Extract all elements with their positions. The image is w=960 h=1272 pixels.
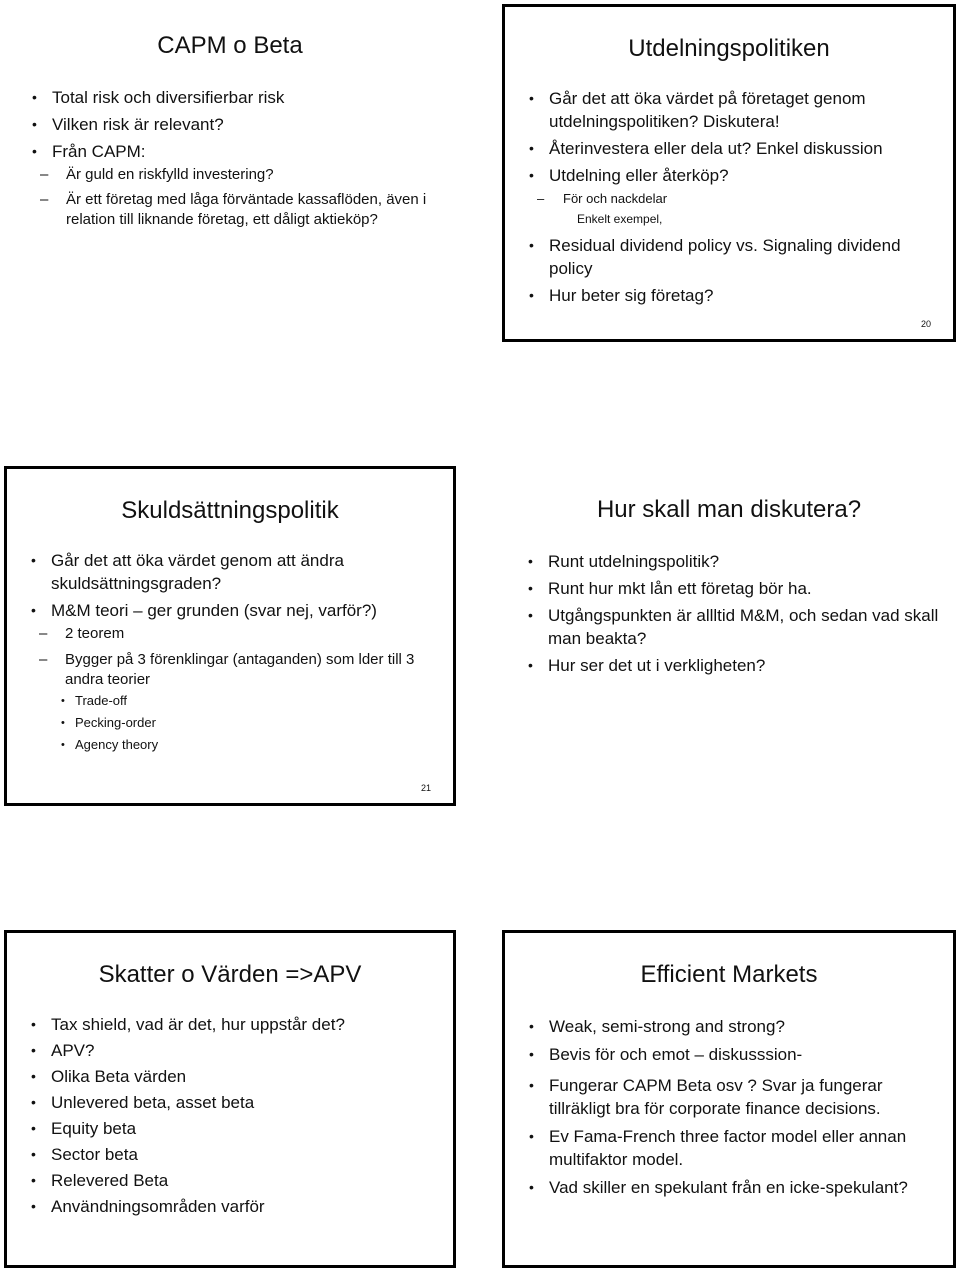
- bullet: • Hur beter sig företag?: [525, 284, 939, 307]
- bullet: • Ev Fama-French three factor model eller annan multifaktor model.: [525, 1125, 939, 1171]
- bullet: • APV?: [27, 1039, 439, 1062]
- slide-utdelningspolitiken: [502, 4, 956, 342]
- bullet: • Weak, semi-strong and strong?: [525, 1015, 939, 1038]
- sub-sub-text: Enkelt exempel,: [577, 212, 663, 226]
- slide-title: Hur skall man diskutera?: [596, 496, 862, 523]
- bullet: • Equity beta: [27, 1117, 439, 1140]
- slide-content: [28, 86, 442, 235]
- slide-capm-beta: [4, 4, 456, 342]
- bullet: • Olika Beta värden: [27, 1065, 439, 1088]
- slide-skatter-o-varden: [4, 930, 456, 1268]
- slide-title: Skatter o Värden =>APV: [98, 961, 362, 988]
- bullet: • Tax shield, vad är det, hur uppstår det?: [27, 1013, 439, 1036]
- slide-content: [27, 549, 439, 758]
- bullet: • Unlevered beta, asset beta: [27, 1091, 439, 1114]
- slide-content: [525, 1015, 939, 1205]
- bullet: • Från CAPM:: [28, 140, 442, 163]
- bullet: • Utgångspunkten är allltid M&M, och sedan vad skall man beakta?: [524, 604, 942, 650]
- bullet: • Vad skiller en spekulant från en icke-spekulant?: [525, 1176, 939, 1199]
- sub-bullet: – Bygger på 3 förenklingar (antaganden) som lder till 3 andra teorier: [27, 650, 439, 690]
- bullet: • Går det att öka värdet på företaget genom utdelningspolitiken? Diskutera!: [525, 87, 939, 133]
- bullet: • Relevered Beta: [27, 1169, 439, 1192]
- bullet: • Runt hur mkt lån ett företag bör ha.: [524, 577, 942, 600]
- sub-bullet: – Är ett företag med låga förväntade kassaflöden, även i relation till liknande företag, ett dåligt aktieköp?: [28, 190, 442, 230]
- sub-bullet: – För och nackdelar: [525, 189, 939, 209]
- slide-title: Skuldsättningspolitik: [121, 497, 339, 524]
- slide-content: [525, 87, 939, 313]
- sub-sub-bullet: • Trade-off: [27, 692, 439, 710]
- bullet: • Sector beta: [27, 1143, 439, 1166]
- slide-hur-skall-man-diskutera: [502, 466, 956, 806]
- bullet: • Residual dividend policy vs. Signaling dividend policy: [525, 234, 939, 280]
- sub-bullet: – Är guld en riskfylld investering?: [28, 165, 442, 185]
- slide-number: 20: [920, 319, 931, 329]
- slide-title: CAPM o Beta: [157, 32, 303, 59]
- sub-bullet: – 2 teorem: [27, 624, 439, 644]
- bullet: • Går det att öka värdet genom att ändra skuldsättningsgraden?: [27, 549, 439, 595]
- slide-number: 21: [420, 783, 431, 793]
- bullet: • Fungerar CAPM Beta osv ? Svar ja fungerar tillräkligt bra för corporate finance decisions.: [525, 1074, 939, 1120]
- sub-sub-bullet: • Agency theory: [27, 736, 439, 754]
- slide-content: [524, 550, 942, 683]
- bullet: • Återinvestera eller dela ut? Enkel diskussion: [525, 137, 939, 160]
- bullet: • Hur ser det ut i verkligheten?: [524, 654, 942, 677]
- sub-sub-bullet: • Pecking-order: [27, 714, 439, 732]
- bullet: • M&M teori – ger grunden (svar nej, varför?): [27, 599, 439, 622]
- slide-content: [27, 1013, 439, 1224]
- bullet: • Bevis för och emot – diskusssion-: [525, 1043, 939, 1066]
- bullet: • Användningsområden varför: [27, 1195, 439, 1218]
- bullet: • Vilken risk är relevant?: [28, 113, 442, 136]
- bullet: • Total risk och diversifierbar risk: [28, 86, 442, 109]
- slide-title: Utdelningspolitiken: [628, 35, 830, 62]
- slide-efficient-markets: [502, 930, 956, 1268]
- bullet: • Utdelning eller återköp?: [525, 164, 939, 187]
- slide-title: Efficient Markets: [640, 961, 818, 988]
- bullet: • Runt utdelningspolitik?: [524, 550, 942, 573]
- slide-skuldsattningspolitik: [4, 466, 456, 806]
